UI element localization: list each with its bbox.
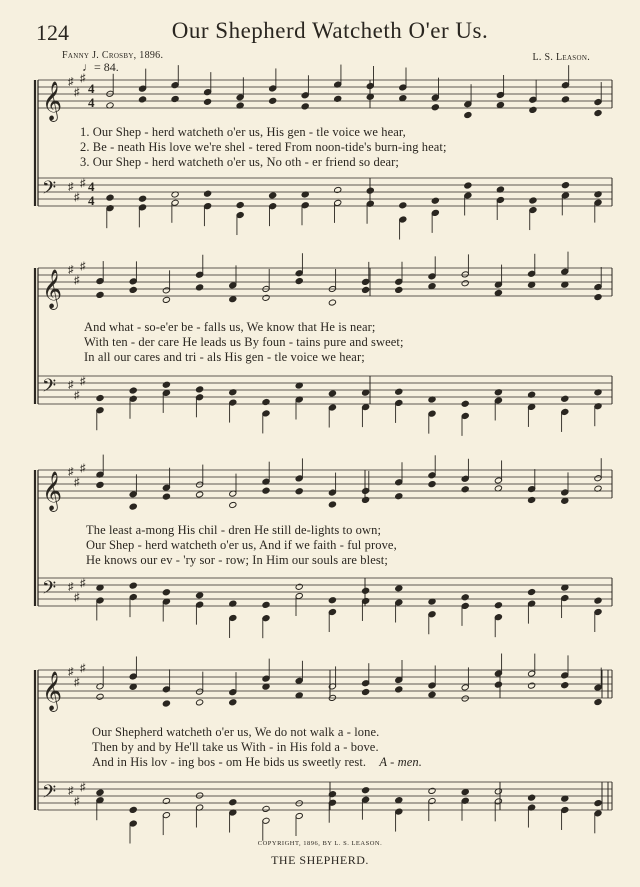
sharp-icon: ♯ (74, 591, 80, 604)
note-head (494, 602, 502, 609)
sharp-icon: ♯ (68, 181, 74, 193)
note-head (594, 800, 602, 807)
note-head (528, 682, 536, 689)
note-head (129, 683, 137, 690)
note-head (528, 496, 536, 503)
note-head (328, 390, 336, 397)
note-head (229, 501, 237, 508)
note-head (162, 381, 170, 388)
note-head (269, 97, 277, 104)
note-head (395, 686, 403, 693)
note-head (129, 806, 137, 813)
sharp-icon: ♯ (74, 274, 80, 287)
sharp-icon: ♯ (80, 177, 86, 190)
note-head (399, 95, 407, 102)
note-head (529, 106, 537, 113)
sharp-icon: ♯ (80, 375, 86, 388)
sharp-icon: ♯ (80, 662, 86, 675)
lyric-line: 2. Be - neath His love we're shel - tered From noon-tide's burn-ing heat; (80, 140, 447, 154)
note-head (262, 294, 270, 301)
sharp-icon: ♯ (74, 795, 80, 808)
note-head (494, 289, 502, 296)
note-head (528, 794, 536, 801)
tempo-value: = 84. (94, 60, 119, 74)
sharp-icon: ♯ (68, 666, 74, 678)
note-head (594, 597, 602, 604)
note-head (594, 294, 602, 301)
note-head (594, 698, 602, 705)
note-head (366, 93, 374, 100)
note-head (461, 594, 469, 601)
treble-clef-icon: 𝄞 (42, 81, 63, 121)
note-head (301, 103, 309, 110)
lyric-line: Then by and by He'll take us With - in His fold a - bove. (92, 740, 379, 754)
note-head (106, 194, 114, 201)
note-head (362, 286, 370, 293)
note-head (362, 496, 370, 503)
sharp-icon: ♯ (68, 76, 74, 88)
note-head (129, 387, 137, 394)
note-head (561, 682, 569, 689)
sharp-icon: ♯ (74, 191, 80, 204)
sharp-icon: ♯ (68, 466, 74, 478)
sharp-icon: ♯ (80, 72, 86, 85)
note-head (129, 582, 137, 589)
lyric-line: He knows our ev - 'ry sor - row; In Him our souls are blest; (86, 553, 388, 567)
note-head (461, 789, 469, 796)
note-head (229, 799, 237, 806)
page-number: 124 (36, 20, 69, 45)
sharp-icon: ♯ (80, 260, 86, 273)
note-head (196, 592, 204, 599)
lyric-line: With ten - der care He leads us By foun - tains pure and sweet; (84, 335, 404, 349)
note-head (328, 299, 336, 306)
note-head (262, 487, 270, 494)
composer-credit: L. S. Leason. (532, 52, 590, 63)
sharp-icon: ♯ (68, 785, 74, 797)
time-signature-bottom: 4 (88, 193, 95, 208)
note-head (528, 589, 536, 596)
note-head (162, 797, 170, 804)
bass-clef-icon: 𝄢 (42, 376, 57, 401)
sharp-icon: ♯ (74, 476, 80, 489)
note-head (295, 583, 303, 590)
note-head (162, 589, 170, 596)
note-head (431, 197, 439, 204)
hymn-title: Our Shepherd Watcheth O'er Us. (171, 18, 489, 43)
sharp-icon: ♯ (80, 781, 86, 794)
note-head (262, 805, 270, 812)
time-signature-top: 4 (88, 81, 95, 96)
note-head (334, 186, 342, 193)
note-head (366, 187, 374, 194)
note-head (129, 286, 137, 293)
lyric-line (92, 755, 422, 770)
time-signature-bottom: 4 (88, 95, 95, 110)
note-head (196, 386, 204, 393)
note-head (464, 182, 472, 189)
copyright-notice: COPYRIGHT, 1896, BY L. S. LEASON. (257, 840, 383, 847)
lyricist-credit: Fanny J. Crosby, 1896. (62, 50, 164, 61)
note-head (96, 291, 104, 298)
note-head (229, 296, 237, 303)
note-head (196, 699, 204, 706)
note-head (395, 797, 403, 804)
note-head (162, 296, 170, 303)
note-head (96, 789, 104, 796)
note-head (96, 395, 104, 402)
note-head (428, 787, 436, 794)
note-head (162, 700, 170, 707)
note-head (428, 283, 436, 290)
note-head (129, 503, 137, 510)
note-head (464, 112, 472, 119)
bass-clef-icon: 𝄢 (42, 782, 57, 807)
note-head (561, 96, 569, 103)
note-head (528, 281, 536, 288)
bass-clef-icon: 𝄢 (42, 178, 57, 203)
note-head (328, 501, 336, 508)
lyric-line: Our Shepherd watcheth o'er us, We do not walk a - lone. (92, 725, 380, 739)
lyric-line: The least a-mong His chil - dren He still de-lights to own; (86, 523, 382, 537)
note-head (461, 280, 469, 287)
bass-clef-icon: 𝄢 (42, 578, 57, 603)
note-head (262, 399, 270, 406)
note-head (496, 101, 504, 108)
note-head (204, 98, 212, 105)
note-head (395, 585, 403, 592)
note-head (395, 286, 403, 293)
note-head (162, 493, 170, 500)
note-head (395, 388, 403, 395)
note-head (561, 395, 569, 402)
note-head (196, 284, 204, 291)
note-head (96, 481, 104, 488)
lyric-line: Our Shep - herd watcheth o'er us, And if we faith - ful prove, (86, 538, 397, 552)
note-head (594, 110, 602, 117)
note-head (431, 104, 439, 111)
note-head (395, 493, 403, 500)
treble-clef-icon: 𝄞 (42, 471, 63, 511)
note-head (461, 486, 469, 493)
sharp-icon: ♯ (74, 676, 80, 689)
sharp-icon: ♯ (74, 86, 80, 99)
note-head (362, 587, 370, 594)
sharp-icon: ♯ (74, 389, 80, 402)
note-head (171, 95, 179, 102)
note-head (204, 190, 212, 197)
tune-name: THE SHEPHERD. (271, 853, 369, 867)
note-head (461, 400, 469, 407)
lyric-line: And what - so-e'er be - falls us, We know that He is near; (84, 320, 376, 334)
note-head (399, 202, 407, 209)
lyric-line: 3. Our Shep - herd watcheth o'er us, No oth - er friend so dear; (80, 155, 399, 169)
note-head (138, 195, 146, 202)
quarter-note-icon: ♩ (82, 60, 94, 74)
note-head (362, 689, 370, 696)
note-head (295, 278, 303, 285)
lyric-text: And in His lov - ing bos - om He bids us sweetly rest. (92, 755, 367, 769)
note-head (561, 182, 569, 189)
note-head (138, 96, 146, 103)
sharp-icon: ♯ (68, 264, 74, 276)
note-head (229, 699, 237, 706)
sharp-icon: ♯ (80, 462, 86, 475)
treble-clef-icon: 𝄞 (42, 671, 63, 711)
note-head (428, 481, 436, 488)
note-head (362, 787, 370, 794)
note-head (295, 488, 303, 495)
note-head (328, 597, 336, 604)
note-head (96, 693, 104, 700)
time-signature-top: 4 (88, 179, 95, 194)
sharp-icon: ♯ (68, 581, 74, 593)
note-head (461, 695, 469, 702)
sharp-icon: ♯ (68, 379, 74, 391)
amen-text: A - men. (379, 755, 422, 769)
treble-clef-icon: 𝄞 (42, 269, 63, 309)
note-head (262, 601, 270, 608)
note-head (196, 792, 204, 799)
note-head (196, 491, 204, 498)
lyric-line: In all our cares and tri - als His gen - tle voice we hear; (84, 350, 365, 364)
note-head (269, 192, 277, 199)
note-head (529, 197, 537, 204)
note-head (561, 497, 569, 504)
note-head (236, 202, 244, 209)
note-head (428, 691, 436, 698)
lyric-line: 1. Our Shep - herd watcheth o'er us, His gen - tle voice we hear, (80, 125, 406, 139)
sharp-icon: ♯ (80, 577, 86, 590)
note-head (494, 681, 502, 688)
